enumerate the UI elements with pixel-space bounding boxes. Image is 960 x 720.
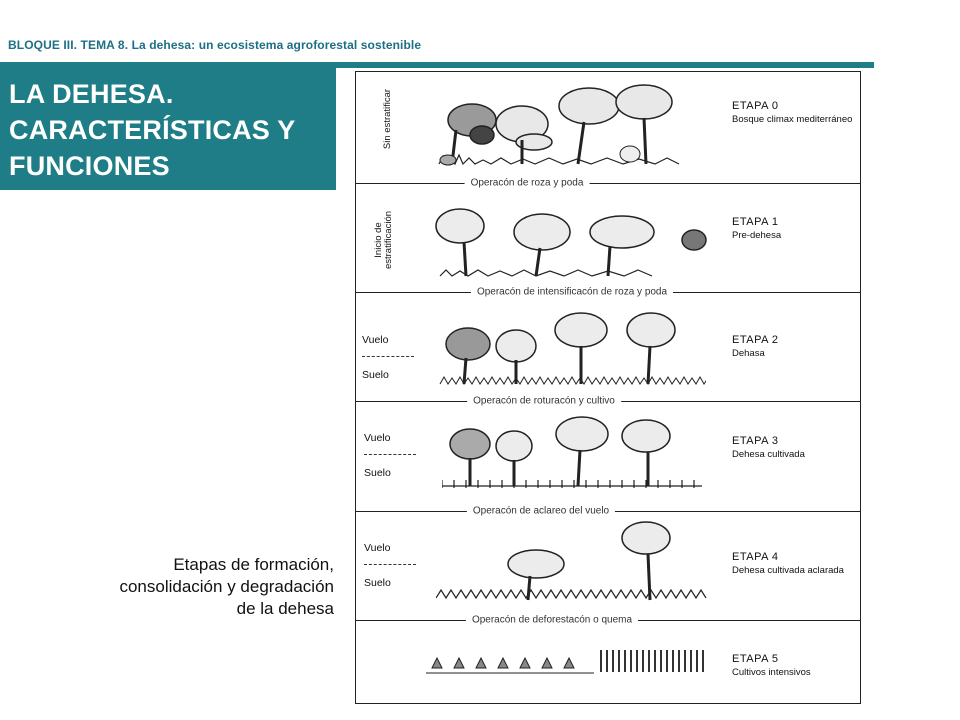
vuelo-label: Vuelo: [364, 542, 391, 554]
operation-label-4: Operacón de aclareo del vuelo: [467, 506, 615, 517]
divider-1: [356, 183, 860, 184]
stage-2-label: [732, 334, 779, 360]
stage-0-label: [732, 100, 852, 126]
stage-0-desc: Bosque climax mediterráneo: [732, 114, 853, 125]
stage-4-illustration: [436, 518, 708, 604]
vuelo-label: Vuelo: [364, 432, 391, 444]
stage-4-label: [732, 551, 844, 577]
stage-4-name: ETAPA 4: [732, 551, 779, 563]
side-label-line-2: estratificación: [383, 210, 394, 270]
side-label-sin-estratificar: Sin estratificar: [382, 88, 393, 150]
title-line-1: LA DEHESA.: [9, 79, 174, 109]
stage-3-strata: [364, 432, 416, 480]
caption-line-2: consolidación y degradación: [119, 577, 334, 596]
stage-5-name: ETAPA 5: [732, 653, 779, 665]
stage-0-name: ETAPA 0: [732, 100, 779, 112]
stage-4-desc: Dehesa cultivada aclarada: [732, 565, 844, 576]
stage-5-label: [732, 653, 811, 679]
stage-3-desc: Dehesa cultivada: [732, 449, 805, 460]
stage-3-name: ETAPA 3: [732, 435, 779, 447]
strata-divider: [362, 356, 414, 357]
operation-label-5: Operacón de deforestacón o quema: [466, 615, 638, 626]
side-label-inicio-estratificacion: [374, 200, 394, 280]
stage-3-label: [732, 435, 805, 461]
stages-diagram: [355, 71, 861, 704]
stage-3-illustration: [442, 410, 712, 494]
stage-0-illustration: [434, 80, 714, 170]
strata-divider: [364, 454, 416, 455]
stage-2-name: ETAPA 2: [732, 334, 779, 346]
stage-1-desc: Pre-dehesa: [732, 230, 782, 241]
caption-line-3: de la dehesa: [236, 599, 334, 618]
stage-4-strata: [364, 542, 416, 590]
stage-5-desc: Cultivos intensivos: [732, 667, 811, 678]
suelo-label: Suelo: [364, 577, 391, 589]
page-title: [9, 76, 295, 184]
suelo-label: Suelo: [364, 467, 391, 479]
stage-1-label: [732, 216, 781, 242]
vuelo-label: Vuelo: [362, 334, 389, 346]
title-line-3: FUNCIONES: [9, 151, 170, 181]
title-box: [0, 68, 336, 190]
operation-label-1: Operacón de roza y poda: [465, 178, 590, 189]
stage-1-illustration: [432, 196, 716, 282]
strata-divider: [364, 564, 416, 565]
operation-label-3: Operacón de roturacón y cultivo: [467, 396, 621, 407]
stage-2-desc: Dehasa: [732, 348, 765, 359]
title-line-2: CARACTERÍSTICAS Y: [9, 115, 296, 145]
operation-label-2: Operacón de intensificacón de roza y poda: [471, 287, 673, 298]
side-label-line-1: Inicio de: [373, 222, 384, 258]
diagram-caption: [74, 554, 334, 620]
caption-line-1: Etapas de formación,: [173, 555, 334, 574]
header-title: BLOQUE III. TEMA 8. La dehesa: un ecosistema agroforestal sostenible: [8, 38, 422, 52]
stage-5-illustration: [426, 646, 716, 680]
stage-2-illustration: [436, 304, 706, 390]
suelo-label: Suelo: [362, 369, 389, 381]
stage-1-name: ETAPA 1: [732, 216, 779, 228]
stage-2-strata: [362, 334, 414, 382]
